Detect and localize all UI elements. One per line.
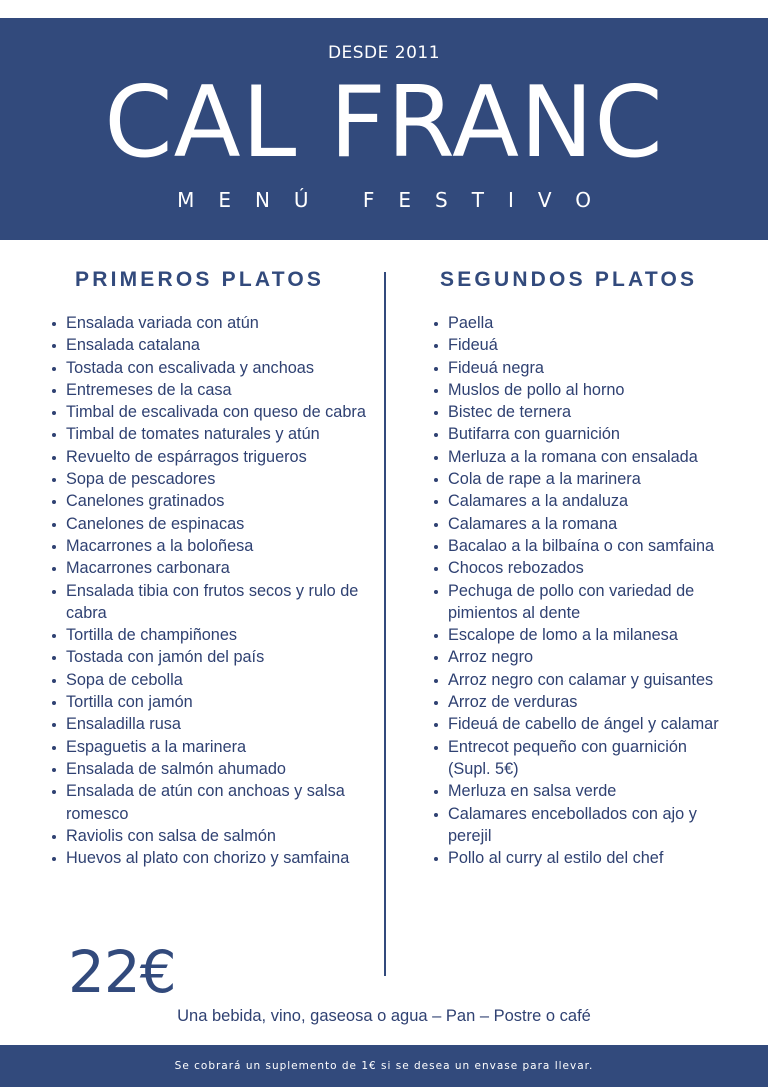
menu-item: Entrecot pequeño con guarnición (Supl. 5€)	[432, 736, 732, 781]
menu-item: Timbal de tomates naturales y atún	[50, 423, 368, 445]
menu-item: Merluza a la romana con ensalada	[432, 446, 732, 468]
second-courses-list	[432, 312, 732, 869]
column-divider	[384, 272, 386, 976]
menu-subtitle: MENÚ FESTIVO	[177, 188, 615, 212]
menu-item: Merluza en salsa verde	[432, 780, 732, 802]
restaurant-name: CAL FRANC	[104, 66, 664, 180]
menu-item: Raviolis con salsa de salmón	[50, 825, 368, 847]
menu-item: Ensalada de salmón ahumado	[50, 758, 368, 780]
menu-item: Calamares a la romana	[432, 513, 732, 535]
menu-item: Sopa de pescadores	[50, 468, 368, 490]
menu-includes: Una bebida, vino, gaseosa o agua – Pan – Postre o café	[177, 1007, 591, 1025]
menu-item: Espaguetis a la marinera	[50, 736, 368, 758]
menu-item: Sopa de cebolla	[50, 669, 368, 691]
menu-item: Chocos rebozados	[432, 557, 732, 579]
menu-item: Tostada con jamón del país	[50, 646, 368, 668]
first-courses-list	[50, 312, 368, 869]
menu-item: Timbal de escalivada con queso de cabra	[50, 401, 368, 423]
menu-price: 22€	[68, 938, 176, 1006]
menu-item: Entremeses de la casa	[50, 379, 368, 401]
menu-item: Macarrones carbonara	[50, 557, 368, 579]
menu-item: Tortilla con jamón	[50, 691, 368, 713]
menu-item: Ensalada catalana	[50, 334, 368, 356]
menu-item: Paella	[432, 312, 732, 334]
first-courses-title: PRIMEROS PLATOS	[75, 268, 325, 291]
menu-header	[0, 18, 768, 240]
second-courses-section	[432, 268, 732, 869]
menu-item: Muslos de pollo al horno	[432, 379, 732, 401]
menu-item: Fideuá negra	[432, 357, 732, 379]
menu-item: Tostada con escalivada y anchoas	[50, 357, 368, 379]
menu-item: Tortilla de champiñones	[50, 624, 368, 646]
menu-item: Revuelto de espárragos trigueros	[50, 446, 368, 468]
menu-item: Ensaladilla rusa	[50, 713, 368, 735]
menu-item: Ensalada variada con atún	[50, 312, 368, 334]
menu-item: Escalope de lomo a la milanesa	[432, 624, 732, 646]
menu-item: Bistec de ternera	[432, 401, 732, 423]
menu-item: Fideuá de cabello de ángel y calamar	[432, 713, 732, 735]
menu-item: Macarrones a la boloñesa	[50, 535, 368, 557]
menu-item: Calamares a la andaluza	[432, 490, 732, 512]
menu-item: Ensalada de atún con anchoas y salsa romesco	[50, 780, 368, 825]
menu-item: Arroz negro con calamar y guisantes	[432, 669, 732, 691]
menu-item: Arroz de verduras	[432, 691, 732, 713]
second-courses-title: SEGUNDOS PLATOS	[440, 268, 698, 291]
menu-item: Canelones gratinados	[50, 490, 368, 512]
menu-item: Pollo al curry al estilo del chef	[432, 847, 732, 869]
menu-item: Bacalao a la bilbaína o con samfaina	[432, 535, 732, 557]
since-label: DESDE 2011	[327, 43, 441, 63]
menu-item: Arroz negro	[432, 646, 732, 668]
menu-item: Cola de rape a la marinera	[432, 468, 732, 490]
menu-item: Huevos al plato con chorizo y samfaina	[50, 847, 368, 869]
menu-item: Fideuá	[432, 334, 732, 356]
footer-note: Se cobrará un suplemento de 1€ si se desea un envase para llevar.	[0, 1045, 768, 1087]
menu-item: Ensalada tibia con frutos secos y rulo de cabra	[50, 580, 368, 625]
menu-item: Pechuga de pollo con variedad de pimientos al dente	[432, 580, 732, 625]
first-courses-section	[50, 268, 368, 869]
menu-item: Canelones de espinacas	[50, 513, 368, 535]
menu-item: Calamares encebollados con ajo y perejil	[432, 803, 732, 848]
menu-item: Butifarra con guarnición	[432, 423, 732, 445]
